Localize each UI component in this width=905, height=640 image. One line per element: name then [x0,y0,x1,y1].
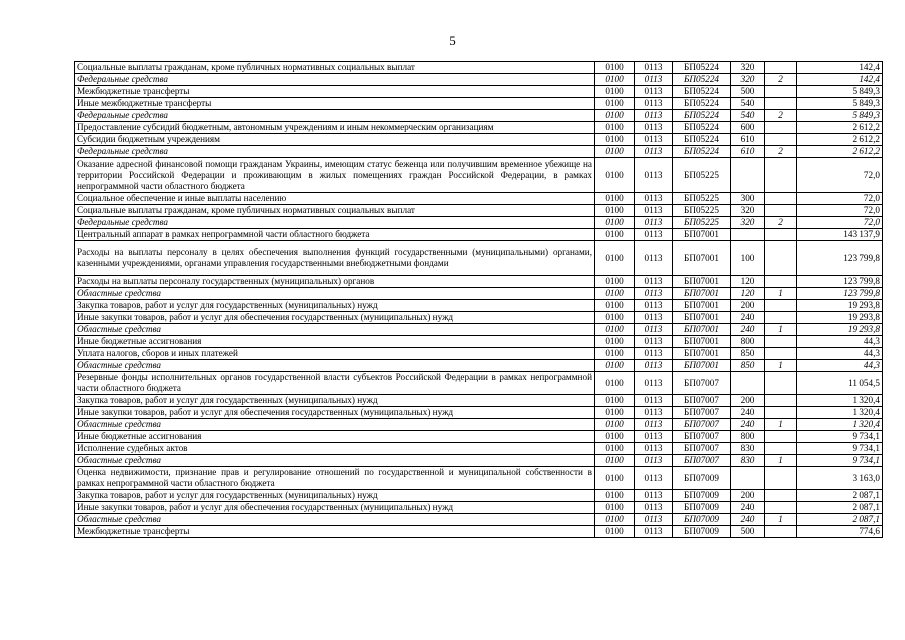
budget-table [74,61,883,538]
expense-type-cell: 540 [731,98,765,110]
section-code-cell: 0100 [595,288,635,300]
target-article-cell: БП07009 [673,490,731,502]
funding-source-cell [765,158,797,193]
funding-source-cell [765,372,797,395]
section-code-cell: 0100 [595,134,635,146]
target-article-cell: БП07001 [673,324,731,336]
amount-cell: 123 799,8 [797,276,883,288]
expense-name-cell: Иные закупки товаров, работ и услуг для обеспечения государственных (муниципальных) нужд [75,407,595,419]
expense-name-cell: Областные средства [75,514,595,526]
subsection-code-cell: 0113 [635,336,673,348]
expense-name-cell: Межбюджетные трансферты [75,526,595,538]
expense-name-cell: Областные средства [75,455,595,467]
subsection-code-cell: 0113 [635,62,673,74]
funding-source-cell [765,443,797,455]
funding-source-cell [765,348,797,360]
expense-type-cell: 120 [731,288,765,300]
amount-cell: 44,3 [797,360,883,372]
funding-source-cell [765,490,797,502]
table-row [75,407,883,419]
table-row [75,205,883,217]
amount-cell: 9 734,1 [797,455,883,467]
expense-name-cell: Иные бюджетные ассигнования [75,336,595,348]
table-row [75,146,883,158]
target-article-cell: БП05224 [673,74,731,86]
target-article-cell: БП07001 [673,288,731,300]
funding-source-cell [765,241,797,276]
expense-name-cell: Областные средства [75,324,595,336]
expense-name-cell: Оценка недвижимости, признание прав и регулирование отношений по государственной и муниципальной собственности в рамках непрограммной части областного бюджета [75,467,595,490]
subsection-code-cell: 0113 [635,241,673,276]
expense-type-cell: 320 [731,74,765,86]
table-row [75,158,883,193]
expense-name-cell: Иные бюджетные ассигнования [75,431,595,443]
expense-type-cell [731,372,765,395]
table-row [75,490,883,502]
funding-source-cell: 1 [765,288,797,300]
section-code-cell: 0100 [595,372,635,395]
section-code-cell: 0100 [595,431,635,443]
amount-cell: 72,0 [797,193,883,205]
expense-name-cell: Субсидии бюджетным учреждениям [75,134,595,146]
target-article-cell: БП07001 [673,241,731,276]
target-article-cell: БП07009 [673,514,731,526]
amount-cell: 2 087,1 [797,514,883,526]
amount-cell: 142,4 [797,74,883,86]
expense-type-cell: 200 [731,395,765,407]
expense-name-cell: Расходы на выплаты персоналу государственных (муниципальных) органов [75,276,595,288]
expense-name-cell: Социальное обеспечение и иные выплаты населению [75,193,595,205]
expense-name-cell: Федеральные средства [75,146,595,158]
table-row [75,348,883,360]
funding-source-cell [765,229,797,241]
expense-type-cell: 800 [731,336,765,348]
amount-cell: 1 320,4 [797,395,883,407]
expense-type-cell: 320 [731,217,765,229]
section-code-cell: 0100 [595,514,635,526]
section-code-cell: 0100 [595,146,635,158]
amount-cell: 142,4 [797,62,883,74]
section-code-cell: 0100 [595,241,635,276]
section-code-cell: 0100 [595,526,635,538]
amount-cell: 44,3 [797,348,883,360]
funding-source-cell: 1 [765,455,797,467]
expense-type-cell [731,229,765,241]
target-article-cell: БП07009 [673,526,731,538]
table-row [75,229,883,241]
expense-name-cell: Исполнение судебных актов [75,443,595,455]
funding-source-cell [765,193,797,205]
table-row [75,526,883,538]
target-article-cell: БП05224 [673,86,731,98]
table-row [75,62,883,74]
amount-cell: 9 734,1 [797,443,883,455]
target-article-cell: БП05224 [673,98,731,110]
table-row [75,455,883,467]
amount-cell: 2 087,1 [797,502,883,514]
funding-source-cell [765,431,797,443]
amount-cell: 9 734,1 [797,431,883,443]
expense-type-cell: 540 [731,110,765,122]
table-row [75,134,883,146]
section-code-cell: 0100 [595,86,635,98]
amount-cell: 1 320,4 [797,407,883,419]
amount-cell: 5 849,3 [797,98,883,110]
subsection-code-cell: 0113 [635,490,673,502]
amount-cell: 19 293,8 [797,324,883,336]
section-code-cell: 0100 [595,217,635,229]
funding-source-cell [765,526,797,538]
expense-type-cell: 240 [731,514,765,526]
expense-name-cell: Межбюджетные трансферты [75,86,595,98]
expense-type-cell: 610 [731,134,765,146]
funding-source-cell [765,86,797,98]
expense-name-cell: Федеральные средства [75,217,595,229]
funding-source-cell [765,502,797,514]
expense-name-cell: Закупка товаров, работ и услуг для государственных (муниципальных) нужд [75,490,595,502]
subsection-code-cell: 0113 [635,312,673,324]
funding-source-cell: 2 [765,110,797,122]
expense-type-cell: 240 [731,419,765,431]
section-code-cell: 0100 [595,122,635,134]
expense-name-cell: Уплата налогов, сборов и иных платежей [75,348,595,360]
subsection-code-cell: 0113 [635,276,673,288]
table-row [75,372,883,395]
expense-name-cell: Оказание адресной финансовой помощи гражданам Украины, имеющим статус беженца или получившим временное убежище на территории Российской Федерации и проживающим в жилых помещениях граждан Российской Федерации, в рамках непрограммной части областного бюджета [75,158,595,193]
funding-source-cell [765,395,797,407]
amount-cell: 123 799,8 [797,288,883,300]
section-code-cell: 0100 [595,98,635,110]
section-code-cell: 0100 [595,110,635,122]
subsection-code-cell: 0113 [635,419,673,431]
expense-type-cell [731,158,765,193]
section-code-cell: 0100 [595,490,635,502]
table-row [75,74,883,86]
section-code-cell: 0100 [595,443,635,455]
expense-type-cell: 800 [731,431,765,443]
target-article-cell: БП05224 [673,122,731,134]
expense-name-cell: Иные закупки товаров, работ и услуг для обеспечения государственных (муниципальных) нужд [75,502,595,514]
amount-cell: 11 054,5 [797,372,883,395]
budget-table-body [75,62,883,538]
section-code-cell: 0100 [595,276,635,288]
table-row [75,98,883,110]
table-row [75,110,883,122]
target-article-cell: БП07007 [673,395,731,407]
target-article-cell: БП07001 [673,312,731,324]
expense-type-cell: 850 [731,360,765,372]
funding-source-cell: 2 [765,146,797,158]
target-article-cell: БП05225 [673,205,731,217]
target-article-cell: БП05224 [673,110,731,122]
table-row [75,288,883,300]
target-article-cell: БП07007 [673,431,731,443]
funding-source-cell: 2 [765,217,797,229]
section-code-cell: 0100 [595,348,635,360]
section-code-cell: 0100 [595,193,635,205]
table-row [75,217,883,229]
amount-cell: 2 087,1 [797,490,883,502]
subsection-code-cell: 0113 [635,360,673,372]
target-article-cell: БП07009 [673,467,731,490]
target-article-cell: БП07001 [673,348,731,360]
amount-cell: 2 612,2 [797,122,883,134]
amount-cell: 2 612,2 [797,146,883,158]
subsection-code-cell: 0113 [635,407,673,419]
funding-source-cell [765,467,797,490]
section-code-cell: 0100 [595,455,635,467]
section-code-cell: 0100 [595,300,635,312]
target-article-cell: БП05224 [673,146,731,158]
section-code-cell: 0100 [595,395,635,407]
amount-cell: 774,6 [797,526,883,538]
expense-type-cell: 100 [731,241,765,276]
expense-name-cell: Центральный аппарат в рамках непрограммной части областного бюджета [75,229,595,241]
amount-cell: 3 163,0 [797,467,883,490]
expense-type-cell [731,467,765,490]
expense-type-cell: 600 [731,122,765,134]
funding-source-cell: 1 [765,514,797,526]
section-code-cell: 0100 [595,336,635,348]
expense-name-cell: Расходы на выплаты персоналу в целях обеспечения выполнения функций государственными (муниципальными) органами, казенными учреждениями, органами управления государственными внебюджетными фондами [75,241,595,276]
expense-name-cell: Областные средства [75,360,595,372]
expense-name-cell: Федеральные средства [75,110,595,122]
expense-type-cell: 850 [731,348,765,360]
funding-source-cell [765,276,797,288]
funding-source-cell [765,62,797,74]
expense-type-cell: 240 [731,407,765,419]
expense-name-cell: Социальные выплаты гражданам, кроме публичных нормативных социальных выплат [75,62,595,74]
subsection-code-cell: 0113 [635,134,673,146]
expense-name-cell: Предоставление субсидий бюджетным, автономным учреждениям и иным некоммерческим организациям [75,122,595,134]
amount-cell: 44,3 [797,336,883,348]
expense-type-cell: 500 [731,526,765,538]
target-article-cell: БП07001 [673,276,731,288]
subsection-code-cell: 0113 [635,229,673,241]
subsection-code-cell: 0113 [635,395,673,407]
amount-cell: 72,0 [797,205,883,217]
amount-cell: 72,0 [797,217,883,229]
table-row [75,395,883,407]
subsection-code-cell: 0113 [635,443,673,455]
expense-type-cell: 200 [731,490,765,502]
table-row [75,300,883,312]
subsection-code-cell: 0113 [635,324,673,336]
table-row [75,431,883,443]
amount-cell: 1 320,4 [797,419,883,431]
funding-source-cell [765,205,797,217]
target-article-cell: БП05225 [673,217,731,229]
table-row [75,324,883,336]
expense-name-cell: Областные средства [75,288,595,300]
section-code-cell: 0100 [595,467,635,490]
target-article-cell: БП07007 [673,407,731,419]
target-article-cell: БП07001 [673,336,731,348]
funding-source-cell [765,122,797,134]
section-code-cell: 0100 [595,419,635,431]
subsection-code-cell: 0113 [635,348,673,360]
expense-name-cell: Резервные фонды исполнительных органов государственной власти субъектов Российской Федерации в рамках непрограммной части областного бюджета [75,372,595,395]
expense-type-cell: 300 [731,193,765,205]
table-row [75,443,883,455]
amount-cell: 2 612,2 [797,134,883,146]
subsection-code-cell: 0113 [635,467,673,490]
expense-type-cell: 610 [731,146,765,158]
subsection-code-cell: 0113 [635,431,673,443]
table-row [75,419,883,431]
target-article-cell: БП07001 [673,229,731,241]
section-code-cell: 0100 [595,407,635,419]
table-row [75,336,883,348]
subsection-code-cell: 0113 [635,514,673,526]
target-article-cell: БП07009 [673,502,731,514]
subsection-code-cell: 0113 [635,288,673,300]
funding-source-cell [765,300,797,312]
target-article-cell: БП05224 [673,134,731,146]
section-code-cell: 0100 [595,205,635,217]
subsection-code-cell: 0113 [635,455,673,467]
section-code-cell: 0100 [595,312,635,324]
section-code-cell: 0100 [595,62,635,74]
funding-source-cell: 2 [765,74,797,86]
table-row [75,241,883,276]
table-row [75,86,883,98]
funding-source-cell [765,134,797,146]
subsection-code-cell: 0113 [635,122,673,134]
page-number: 5 [449,33,456,48]
target-article-cell: БП07007 [673,455,731,467]
target-article-cell: БП07001 [673,360,731,372]
table-row [75,122,883,134]
expense-type-cell: 120 [731,276,765,288]
expense-type-cell: 320 [731,205,765,217]
subsection-code-cell: 0113 [635,110,673,122]
expense-type-cell: 320 [731,62,765,74]
expense-name-cell: Иные межбюджетные трансферты [75,98,595,110]
funding-source-cell: 1 [765,419,797,431]
expense-name-cell: Закупка товаров, работ и услуг для государственных (муниципальных) нужд [75,300,595,312]
amount-cell: 5 849,3 [797,86,883,98]
table-row [75,360,883,372]
expense-type-cell: 500 [731,86,765,98]
amount-cell: 143 137,9 [797,229,883,241]
section-code-cell: 0100 [595,502,635,514]
amount-cell: 123 799,8 [797,241,883,276]
funding-source-cell [765,407,797,419]
section-code-cell: 0100 [595,360,635,372]
table-row [75,193,883,205]
expense-name-cell: Федеральные средства [75,74,595,86]
expense-type-cell: 830 [731,455,765,467]
subsection-code-cell: 0113 [635,74,673,86]
subsection-code-cell: 0113 [635,502,673,514]
target-article-cell: БП07001 [673,300,731,312]
expense-type-cell: 200 [731,300,765,312]
target-article-cell: БП05225 [673,158,731,193]
expense-name-cell: Закупка товаров, работ и услуг для государственных (муниципальных) нужд [75,395,595,407]
subsection-code-cell: 0113 [635,86,673,98]
amount-cell: 5 849,3 [797,110,883,122]
subsection-code-cell: 0113 [635,98,673,110]
table-row [75,467,883,490]
target-article-cell: БП05225 [673,193,731,205]
section-code-cell: 0100 [595,74,635,86]
subsection-code-cell: 0113 [635,205,673,217]
target-article-cell: БП05224 [673,62,731,74]
expense-type-cell: 240 [731,324,765,336]
table-row [75,312,883,324]
table-row [75,514,883,526]
target-article-cell: БП07007 [673,372,731,395]
table-row [75,276,883,288]
section-code-cell: 0100 [595,158,635,193]
amount-cell: 19 293,8 [797,312,883,324]
funding-source-cell [765,336,797,348]
expense-type-cell: 830 [731,443,765,455]
expense-name-cell: Иные закупки товаров, работ и услуг для обеспечения государственных (муниципальных) нужд [75,312,595,324]
funding-source-cell: 1 [765,360,797,372]
target-article-cell: БП07007 [673,443,731,455]
section-code-cell: 0100 [595,324,635,336]
expense-name-cell: Социальные выплаты гражданам, кроме публичных нормативных социальных выплат [75,205,595,217]
expense-type-cell: 240 [731,312,765,324]
subsection-code-cell: 0113 [635,526,673,538]
table-row [75,502,883,514]
funding-source-cell [765,312,797,324]
amount-cell: 19 293,8 [797,300,883,312]
amount-cell: 72,0 [797,158,883,193]
expense-name-cell: Областные средства [75,419,595,431]
target-article-cell: БП07007 [673,419,731,431]
funding-source-cell: 1 [765,324,797,336]
subsection-code-cell: 0113 [635,217,673,229]
subsection-code-cell: 0113 [635,193,673,205]
subsection-code-cell: 0113 [635,300,673,312]
expense-type-cell: 240 [731,502,765,514]
funding-source-cell [765,98,797,110]
section-code-cell: 0100 [595,229,635,241]
subsection-code-cell: 0113 [635,372,673,395]
subsection-code-cell: 0113 [635,146,673,158]
subsection-code-cell: 0113 [635,158,673,193]
